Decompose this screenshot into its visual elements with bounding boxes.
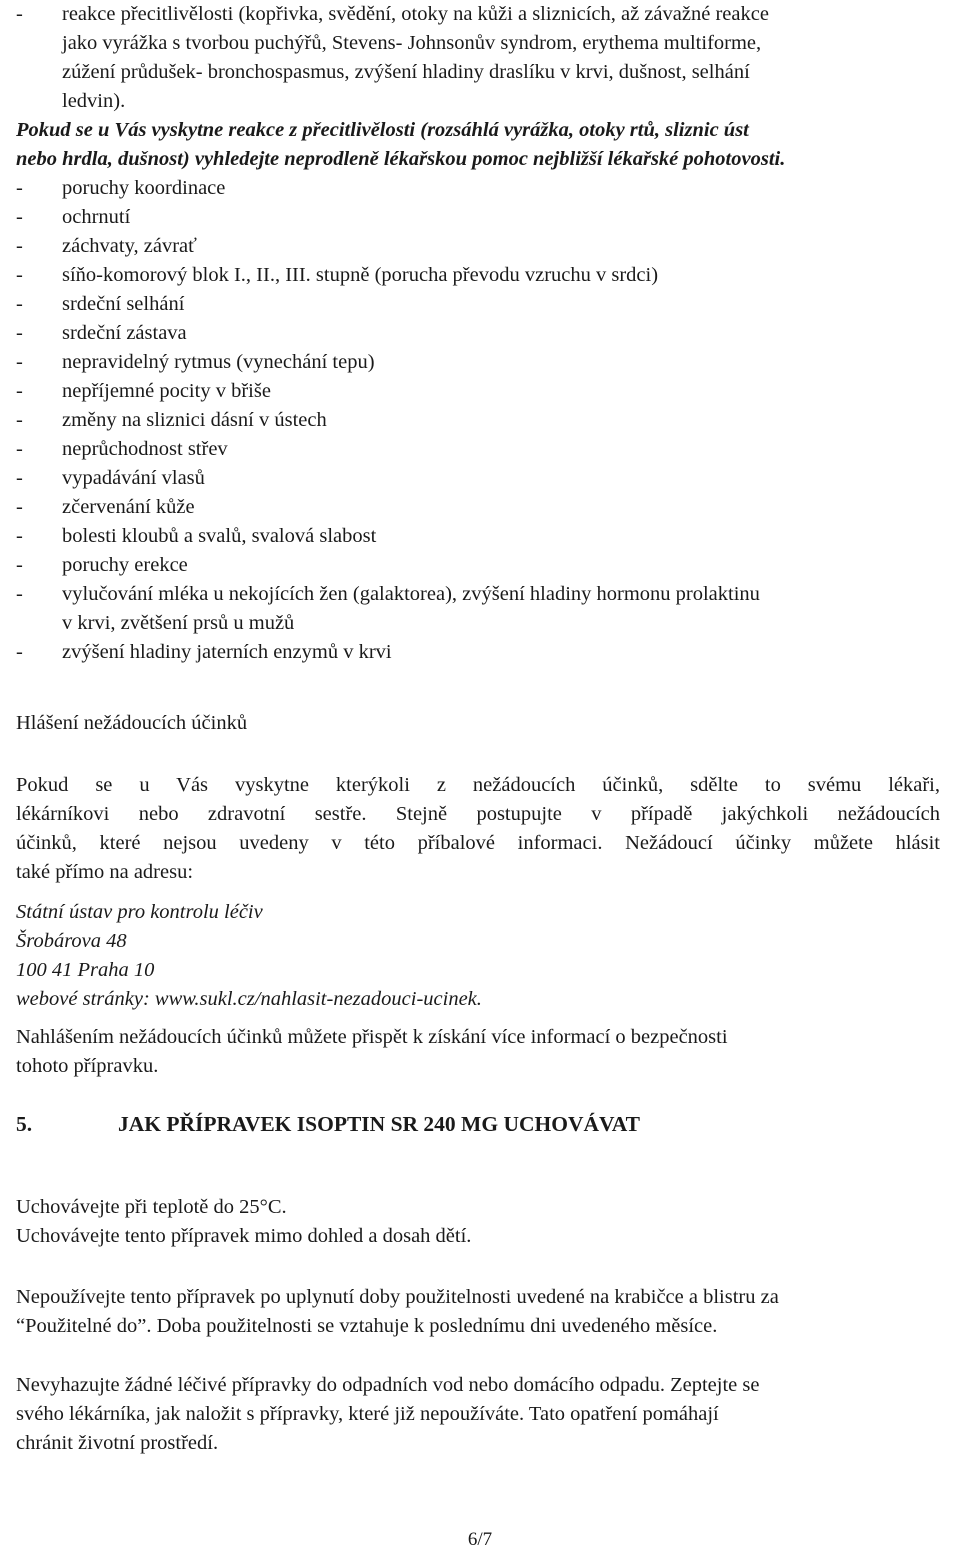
bullet-dash: -: [16, 496, 23, 518]
bullet-dash: -: [16, 467, 23, 489]
reporting-closing-line: Nahlášením nežádoucích účinků můžete přispět k získání více informací o bezpečnosti: [16, 1026, 728, 1048]
expiry-line: Nepoužívejte tento přípravek po uplynutí doby použitelnosti uvedené na krabičce a blistru za: [16, 1286, 779, 1308]
list-item-text: síňo-komorový blok I., II., III. stupně (porucha převodu vzruchu v srdci): [62, 264, 659, 286]
bullet-dash: -: [16, 380, 23, 402]
warning-line: nebo hrdla, dušnost) vyhledejte neprodleně lékařskou pomoc nejbližší lékařské pohotovosti.: [16, 148, 786, 170]
page-number: 6/7: [467, 1529, 493, 1550]
bullet-dash: -: [16, 583, 23, 605]
disposal-line: chránit životní prostředí.: [16, 1432, 219, 1454]
address-line: Šrobárova 48: [16, 930, 127, 952]
bullet-dash: -: [16, 206, 23, 228]
list-item-text: ochrnutí: [62, 206, 131, 228]
list-item-text: bolesti kloubů a svalů, svalová slabost: [62, 525, 377, 547]
bullet-dash: -: [16, 409, 23, 431]
list-item-text: zčervenání kůže: [62, 496, 195, 518]
bullet-dash: -: [16, 525, 23, 547]
warning-line: Pokud se u Vás vyskytne reakce z přecitlivělosti (rozsáhlá vyrážka, otoky rtů, sliznic úst: [16, 119, 749, 141]
list-item-text: změny na sliznici dásní v ústech: [62, 409, 327, 431]
bullet-dash: -: [16, 641, 23, 663]
reporting-paragraph-line: lékárníkovi nebo zdravotní sestře. Stejně postupujte v případě jakýchkoli nežádoucích: [16, 803, 940, 825]
list-item-text: srdeční selhání: [62, 293, 185, 315]
list-item-text: neprůchodnost střev: [62, 438, 228, 460]
address-line: Státní ústav pro kontrolu léčiv: [16, 901, 263, 923]
bullet-text-continued: ledvin).: [62, 90, 126, 112]
bullet-dash: -: [16, 351, 23, 373]
reporting-paragraph-line: účinků, které nejsou uvedeny v této příbalové informaci. Nežádoucí účinky můžete hlásit: [16, 832, 940, 854]
section-title: JAK PŘÍPRAVEK ISOPTIN SR 240 MG UCHOVÁVAT: [118, 1112, 641, 1136]
bullet-text-continued: jako vyrážka s tvorbou puchýřů, Stevens- Johnsonův syndrom, erythema multiforme,: [62, 32, 762, 54]
list-item-text: zvýšení hladiny jaterních enzymů v krvi: [62, 641, 392, 663]
bullet-dash: -: [16, 264, 23, 286]
bullet-dash: -: [16, 322, 23, 344]
bullet-dash: -: [16, 3, 23, 25]
section-number: 5.: [16, 1112, 33, 1136]
bullet-text-continued: zúžení průdušek- bronchospasmus, zvýšení hladiny draslíku v krvi, dušnost, selhání: [62, 61, 750, 83]
list-item-text: nepravidelný rytmus (vynechání tepu): [62, 351, 375, 373]
list-item-text: srdeční zástava: [62, 322, 187, 344]
reporting-paragraph-line: také přímo na adresu:: [16, 861, 194, 883]
bullet-dash: -: [16, 293, 23, 315]
website-link[interactable]: webové stránky: www.sukl.cz/nahlasit-nezadouci-ucinek.: [16, 988, 482, 1010]
list-item-text: vypadávání vlasů: [62, 467, 205, 489]
reporting-closing-line: tohoto přípravku.: [16, 1055, 159, 1077]
disposal-line: Nevyhazujte žádné léčivé přípravky do odpadních vod nebo domácího odpadu. Zeptejte se: [16, 1374, 760, 1396]
bullet-dash: -: [16, 235, 23, 257]
list-item-text-continued: v krvi, zvětšení prsů u mužů: [62, 612, 295, 634]
list-item-text: poruchy erekce: [62, 554, 188, 576]
list-item-text: poruchy koordinace: [62, 177, 226, 199]
list-item-text: záchvaty, závrať: [62, 235, 197, 257]
list-item-text: nepříjemné pocity v břiše: [62, 380, 271, 402]
bullet-dash: -: [16, 554, 23, 576]
bullet-dash: -: [16, 177, 23, 199]
list-item-text: vylučování mléka u nekojících žen (galaktorea), zvýšení hladiny hormonu prolaktinu: [62, 583, 760, 605]
expiry-line: “Použitelné do”. Doba použitelnosti se vztahuje k poslednímu dni uvedeného měsíce.: [16, 1315, 718, 1337]
reporting-paragraph-line: Pokud se u Vás vyskytne kterýkoli z nežádoucích účinků, sdělte to svému lékaři,: [16, 774, 940, 796]
reporting-heading: Hlášení nežádoucích účinků: [16, 712, 248, 734]
disposal-line: svého lékárníka, jak naložit s přípravky, které již nepoužíváte. Tato opatření pomáhají: [16, 1403, 719, 1425]
bullet-dash: -: [16, 438, 23, 460]
bullet-text: reakce přecitlivělosti (kopřivka, svědění, otoky na kůži a sliznicích, až závažné reakce: [62, 3, 769, 25]
storage-children: Uchovávejte tento přípravek mimo dohled a dosah dětí.: [16, 1225, 472, 1247]
address-line: 100 41 Praha 10: [16, 959, 155, 981]
storage-temperature: Uchovávejte při teplotě do 25°C.: [16, 1196, 287, 1218]
